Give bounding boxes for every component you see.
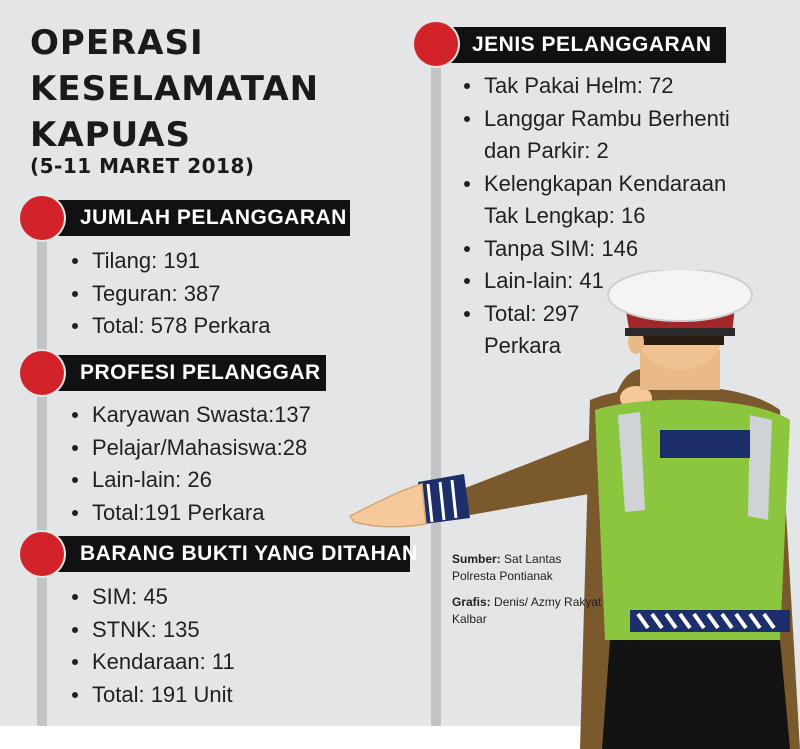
graphic-text: Denis/ Azmy Rakyat Kalbar xyxy=(452,595,602,626)
source-text: Sat Lantas Polresta Pontianak xyxy=(452,552,562,583)
left-timeline xyxy=(37,210,47,726)
list-item: Tak Pakai Helm: 72 xyxy=(464,70,754,103)
list-item: Lain-lain: 26 xyxy=(72,464,311,497)
list-item: Pelajar/Mahasiswa:28 xyxy=(72,432,311,465)
list-item: Kelengkapan Kendaraan Tak Lengkap: 16 xyxy=(464,168,746,233)
page-title: OPERASI KESELAMATAN KAPUAS xyxy=(30,23,320,155)
list-item: STNK: 135 xyxy=(72,614,235,647)
list-item: Tanpa SIM: 146 xyxy=(464,233,754,266)
heading-jenis-pelanggaran: JENIS PELANGGARAN xyxy=(450,27,726,63)
red-bullet-icon xyxy=(20,196,64,240)
hand-icon xyxy=(350,484,426,527)
red-bullet-icon xyxy=(20,532,64,576)
list-item: Total: 297 Perkara xyxy=(464,298,594,363)
red-bullet-icon xyxy=(20,351,64,395)
heading-profesi-pelanggar: PROFESI PELANGGAR xyxy=(58,355,326,391)
list-jenis-pelanggaran xyxy=(464,70,754,363)
source-credit xyxy=(452,551,602,585)
graphic-credit xyxy=(452,594,602,628)
graphic-label: Grafis: xyxy=(452,595,491,609)
list-item: SIM: 45 xyxy=(72,581,235,614)
list-item: Karyawan Swasta:137 xyxy=(72,399,311,432)
list-item: Kendaraan: 11 xyxy=(72,646,235,679)
list-item: Teguran: 387 xyxy=(72,278,271,311)
list-jumlah-pelanggaran xyxy=(72,245,271,343)
source-label: Sumber: xyxy=(452,552,501,566)
red-bullet-icon xyxy=(414,22,458,66)
list-item: Total: 191 Unit xyxy=(72,679,235,712)
list-item: Total:191 Perkara xyxy=(72,497,311,530)
list-item: Tilang: 191 xyxy=(72,245,271,278)
list-profesi-pelanggar xyxy=(72,399,311,529)
date-range: (5-11 MARET 2018) xyxy=(30,154,255,178)
list-barang-bukti xyxy=(72,581,235,711)
list-item: Lain-lain: 41 xyxy=(464,265,754,298)
heading-barang-bukti: BARANG BUKTI YANG DITAHAN xyxy=(58,536,410,572)
list-item: Langgar Rambu Berhenti dan Parkir: 2 xyxy=(464,103,746,168)
list-item: Total: 578 Perkara xyxy=(72,310,271,343)
heading-jumlah-pelanggaran: JUMLAH PELANGGARAN xyxy=(58,200,350,236)
